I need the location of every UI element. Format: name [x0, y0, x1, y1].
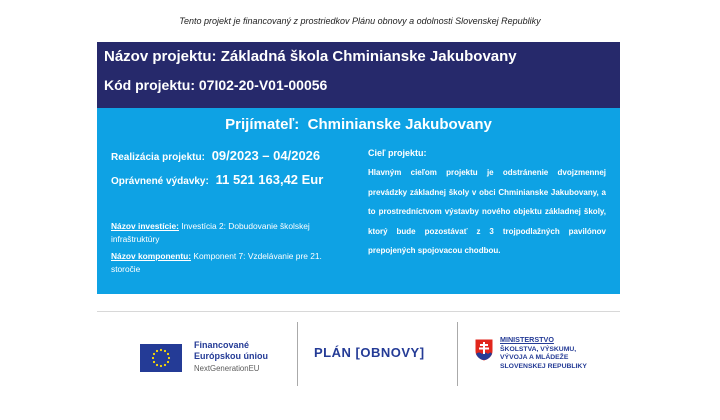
investment-note	[111, 220, 351, 245]
project-facts	[111, 148, 355, 187]
expenses-label: Oprávnené výdavky:	[111, 176, 209, 187]
realization-label: Realizácia projektu:	[111, 152, 205, 163]
investment-value: Investícia 2: Dobudovanie školskej infraštruktúry	[111, 221, 310, 244]
ministry-line-1: ŠKOLSTVA, VÝSKUMU,	[500, 345, 577, 353]
project-header	[97, 42, 620, 108]
project-goal	[368, 148, 606, 261]
ministry-line-3: SLOVENSKEJ REPUBLIKY	[500, 362, 587, 370]
recipient-value: Chminianske Jakubovany	[307, 116, 492, 133]
eu-line-financed: Financované	[194, 340, 250, 350]
project-name-value: Základná škola Chminianske Jakubovany	[220, 48, 517, 65]
slovak-crest-icon	[474, 338, 494, 362]
eu-flag-icon	[140, 344, 182, 372]
project-details-panel	[97, 108, 620, 294]
component-note	[111, 250, 351, 275]
recipient-label: Prijímateľ:	[225, 116, 300, 133]
logo-separator-2	[457, 322, 458, 386]
eu-line-union: Európskou úniou	[194, 351, 268, 361]
project-name-label: Názov projektu:	[104, 48, 217, 65]
project-code-row	[104, 76, 613, 94]
funding-note: Tento projekt je financovaný z prostriedkov Plánu obnovy a odolnosti Slovenskej Republiky	[179, 16, 541, 26]
component-label: Názov komponentu:	[111, 251, 192, 261]
component-value: Komponent 7: Vzdelávanie pre 21. storočie	[111, 251, 322, 274]
project-code-label: Kód projektu:	[104, 77, 195, 93]
expenses-row	[111, 172, 355, 187]
realization-value: 09/2023 – 04/2026	[211, 148, 321, 163]
eu-line-nextgen: NextGenerationEU	[194, 364, 260, 373]
obnovy-word: OBNOVY	[360, 345, 420, 360]
footer-divider	[97, 311, 620, 312]
plan-word: PLÁN	[314, 345, 352, 360]
plan-obnovy-logo	[314, 345, 425, 360]
eu-logo-text	[194, 340, 304, 375]
goal-text: Hlavným cieľom projektu je odstránenie dvojzmennej prevádzky základnej školy v obci Chminianske Jakubovany, a to prostredníctvom výstavby nového objektu základnej školy, ktorý bude pozostávať z 3 trojpodlažných pavilónov prepojených spojovacou chodbou.	[368, 168, 606, 256]
ministry-title: MINISTERSTVO	[500, 335, 554, 344]
recipient	[97, 116, 620, 133]
goal-heading: Cieľ projektu:	[368, 148, 427, 158]
investment-label: Názov investície:	[111, 221, 179, 231]
ministry-line-2: VÝVOJA A MLÁDEŽE	[500, 354, 569, 362]
bracket-close-icon: ]	[419, 345, 425, 360]
ministry-text	[500, 336, 630, 371]
realization-row	[111, 148, 355, 163]
project-name-row	[104, 48, 613, 66]
bracket-open-icon: [	[355, 345, 361, 360]
project-code-value: 07I02-20-V01-00056	[198, 77, 328, 93]
expenses-value: 11 521 163,42 Eur	[215, 172, 324, 187]
